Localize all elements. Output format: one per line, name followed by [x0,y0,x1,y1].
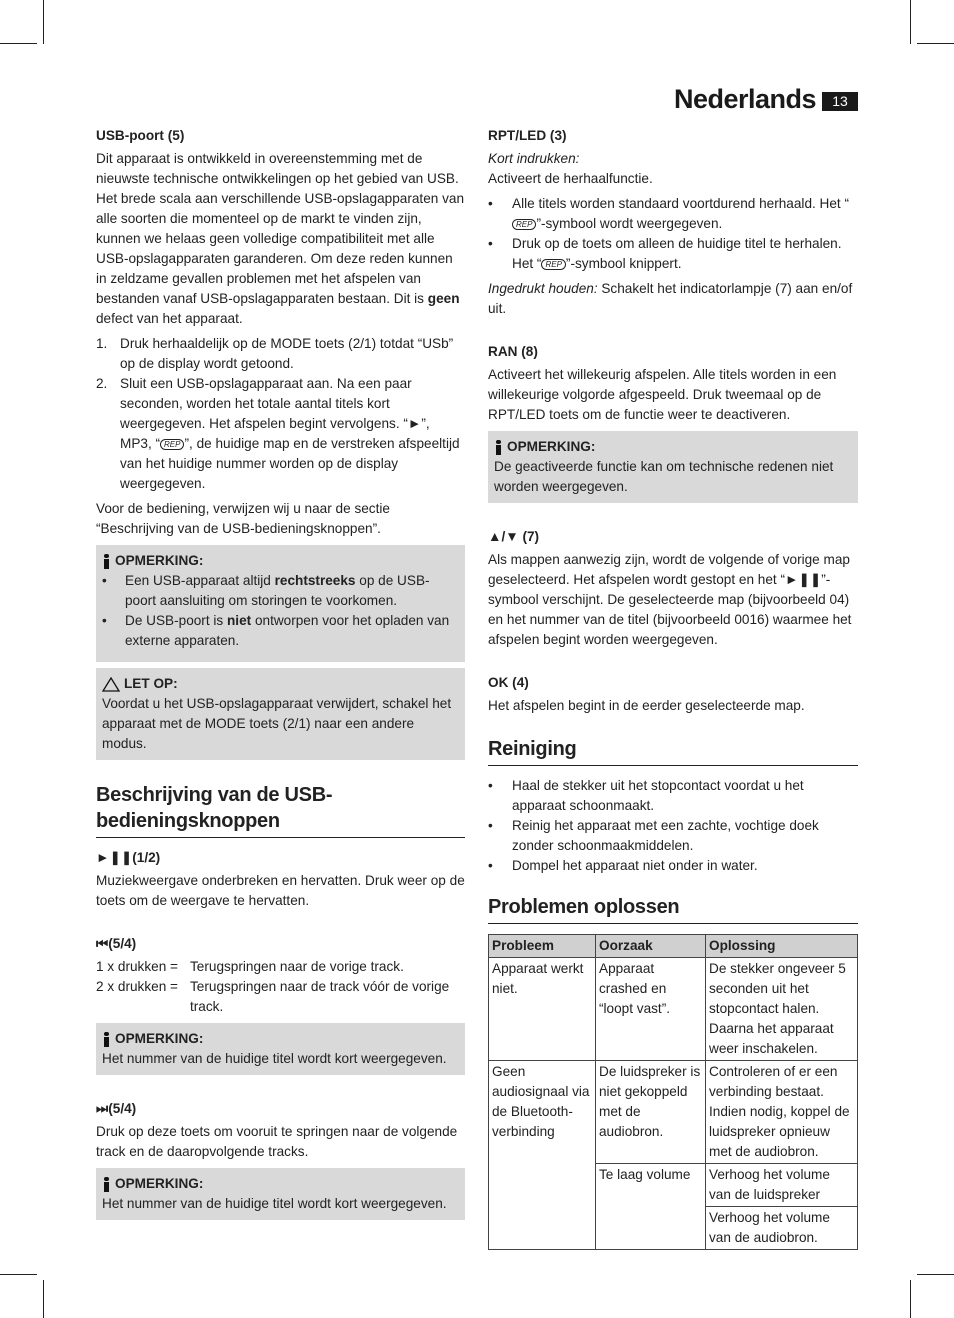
list-item: 1. Druk herhaaldelijk op de MODE toets (2/1) totdat “USb” op de display wordt getoond. [96,336,454,371]
list-item: • Alle titels worden standaard voortdurend herhaald. Het “REP ”-symbool wordt weergegeven. [488,196,850,231]
crop-mark [0,43,37,44]
ran-heading: RAN (8) [488,344,538,359]
next-text: Druk op deze toets om vooruit te springen naar de volgende track en de daaropvolgende tracks. [96,1124,458,1159]
right-column [488,124,858,1250]
play-pause-heading: ►❚❚(1/2) [96,850,161,865]
short-press-text: Activeert de herhaalfunctie. [488,171,653,186]
left-column [96,124,465,1226]
section-title-troubleshooting: Problemen oplossen [488,894,858,924]
skip-forward-icon: ⏭ [96,1101,109,1116]
page-language-title: Nederlands [674,84,817,114]
list-item: • Haal de stekker uit het stopcontact voordat u het apparaat schoonmaakt. [488,778,804,813]
updown-heading: ▲/▼ (7) [488,529,540,544]
repeat-icon: REP [160,439,184,450]
repeat-icon: REP [512,219,536,230]
info-icon [102,1032,111,1047]
table-row: Verhoog het volume van de audiobron. [489,1207,858,1250]
press-row: 2 x drukken = Terugspringen naar de track vóór de vorige track. [96,979,450,1014]
ok-text: Het afspelen begint in de eerder geselecteerde map. [488,698,805,713]
usb-steps-list [96,334,465,494]
hold-text: Ingedrukt houden: Schakelt het indicatorlampje (7) aan en/of uit. [488,281,853,316]
list-item: • Een USB-apparaat altijd rechtstreeks op de USB-poort aansluiting om storingen te voorkomen. [102,573,430,608]
note-box: OPMERKING: Het nummer van de huidige titel wordt kort weergegeven. [96,1023,465,1075]
list-item: • De USB-poort is niet ontworpen voor het opladen van externe apparaten. [102,613,450,648]
info-icon [494,440,503,455]
note-box: OPMERKING: De geactiveerde functie kan om technische redenen niet worden weergegeven. [488,431,858,503]
note-box: OPMERKING: Het nummer van de huidige titel wordt kort weergegeven. [96,1168,465,1220]
warning-triangle-icon [102,677,120,692]
crop-mark [43,0,44,44]
table-header-row: Probleem Oorzaak Oplossing [489,935,858,958]
repeat-icon: REP [541,259,565,270]
rpt-heading: RPT/LED (3) [488,128,567,143]
ok-heading: OK (4) [488,675,529,690]
list-item: • Druk op de toets om alleen de huidige titel te herhalen. Het “ REP ”-symbool knippert. [488,236,842,271]
skip-back-icon: ⏮ [96,936,109,951]
crop-mark [917,43,954,44]
table-row: Geen audiosignaal via de Bluetooth-verbinding De luidspreker is niet gekoppeld met de audiobron. Controleren of er een verbinding bestaat. Indien nodig, koppel de luidspreker opnieuw met de audiobron. [489,1061,858,1164]
play-icon: ► [407,416,422,431]
info-icon [102,554,111,569]
refer-paragraph: Voor de bediening, verwijzen wij u naar de sectie “Beschrijving van de USB-bedieningsknoppen”. [96,501,390,536]
crop-mark [917,1274,954,1275]
caution-box: LET OP: Voordat u het USB-opslagapparaat verwijdert, schakel het apparaat met de MODE toets (2/1) naar een andere modus. [96,668,465,760]
press-row: 1 x drukken = Terugspringen naar de vorige track. [96,959,404,974]
play-pause-text: Muziekweergave onderbreken en hervatten. Druk weer op de toets om de weergave te hervatten. [96,873,465,908]
section-title-usb-controls: Beschrijving van de USB-bedieningsknoppen [96,782,465,838]
cleaning-list [488,776,858,876]
short-press-label: Kort indrukken: [488,151,580,166]
play-pause-icon: ►❚❚ [784,572,822,587]
list-item: 2. Sluit een USB-opslagapparaat aan. Na een paar seconden, worden het totale aantal titels kort weergegeven. Het afspelen begint vervolgens. “►”, MP3, “ REP ”, de huidige map en de verstreken afspeeltijd van het huidige nummer worden op de display weergegeven. [96,376,460,491]
crop-mark [43,1280,44,1318]
updown-text: Als mappen aanwezig zijn, wordt de volgende of vorige map geselecteerd. Het afspelen wordt gestopt en het “►❚❚”-symbool verschijnt. De geselecteerde map (bijvoorbeeld 04) en het nummer van de titel (bijvoorbeeld 0016) waarmee het afspelen begint worden weergegeven. [488,552,852,647]
troubleshooting-table [488,934,858,1250]
usb-port-heading: USB-poort (5) [96,128,185,143]
previous-heading: ⏮(5/4) [96,936,137,951]
crop-mark [910,0,911,44]
ran-text: Activeert het willekeurig afspelen. Alle titels worden in een willekeurige volgorde afgespeeld. Druk tweemaal op de RPT/LED toets om de functie weer te deactiveren. [488,367,837,422]
list-item: • Dompel het apparaat niet onder in water. [488,858,758,873]
caution-text: Voordat u het USB-opslagapparaat verwijdert, schakel het apparaat met de MODE toets (2/1) naar een andere modus. [102,696,452,751]
play-pause-icon: ►❚❚ [96,850,133,865]
rpt-list [488,194,858,274]
next-heading: ⏭(5/4) [96,1101,137,1116]
section-title-cleaning: Reiniging [488,736,858,766]
info-icon [102,1177,111,1192]
page-number: 13 [822,92,858,111]
crop-mark [0,1274,37,1275]
note-box: OPMERKING: • Een USB-apparaat altijd rechtstreeks op de USB-poort aansluiting om storingen te voorkomen. • De USB-poort is niet ontworpen voor het opladen van externe apparaten. [96,545,465,662]
table-row: Te laag volume Verhoog het volume van de luidspreker [489,1164,858,1207]
table-row: Apparaat werkt niet. Apparaat crashed en “loopt vast”. De stekker ongeveer 5 seconden uit het stopcontact halen. Daarna het apparaat weer inschakelen. [489,958,858,1061]
crop-mark [910,1280,911,1318]
usb-port-paragraph: Dit apparaat is ontwikkeld in overeenstemming met de nieuwste technische ontwikkelingen op het gebied van USB. Het brede scala aan verschillende USB-opslagapparaten van alle soorten die momenteel op de markt te vinden zijn, kunnen we helaas geen volledige compatibiliteit met alle USB-opslagapparaten garanderen. Om deze reden kunnen in zeldzame gevallen problemen met het afspelen van bestanden vanaf USB-opslagapparaten bestaan. Dit is geen defect van het apparaat. [96,151,465,326]
list-item: • Reinig het apparaat met een zachte, vochtige doek zonder schoonmaakmiddelen. [488,818,819,853]
